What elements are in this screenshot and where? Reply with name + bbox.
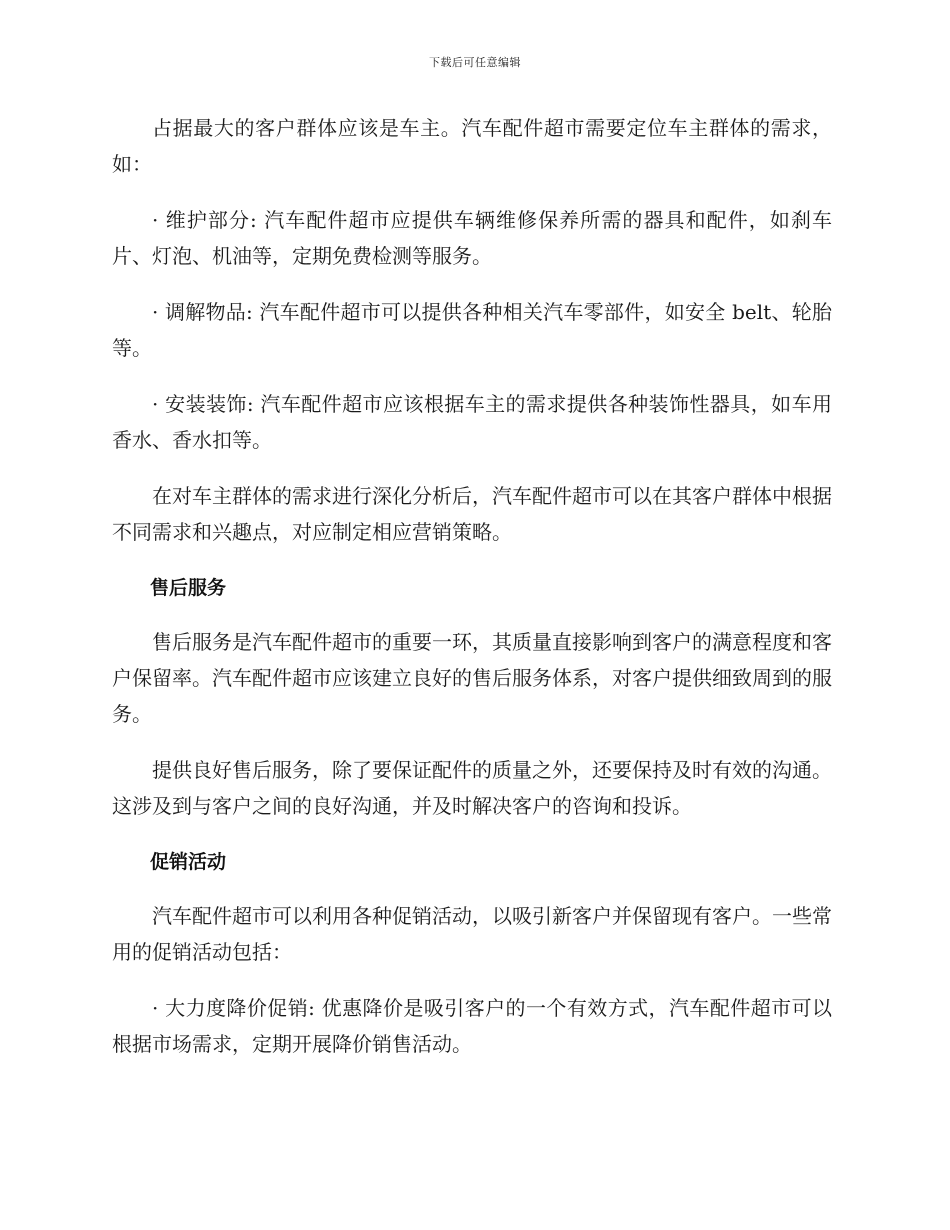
- bullet-decoration: · 安装装饰: 汽车配件超市应该根据车主的需求提供各种装饰性器具，如车用香水、香水扣等。: [112, 392, 832, 452]
- bullet-discount: · 大力度降价促销: 优惠降价是吸引客户的一个有效方式，汽车配件超市可以根据市场需求，定期开展降价销售活动。: [112, 996, 832, 1056]
- bullet-maintenance: · 维护部分: 汽车配件超市应提供车辆维修保养所需的器具和配件，如刹车片、灯泡、机油等，定期免费检测等服务。: [112, 208, 832, 268]
- paragraph-analysis: 在对车主群体的需求进行深化分析后，汽车配件超市可以在其客户群体中根据不同需求和兴趣点，对应制定相应营销策略。: [112, 484, 832, 544]
- paragraph-after-sales-2: 提供良好售后服务，除了要保证配件的质量之外，还要保持及时有效的沟通。这涉及到与客户之间的良好沟通，并及时解决客户的咨询和投诉。: [112, 758, 832, 818]
- paragraph-customer-groups: 占据最大的客户群体应该是车主。汽车配件超市需要定位车主群体的需求，如：: [112, 116, 832, 176]
- bullet-parts: · 调解物品: 汽车配件超市可以提供各种相关汽车零部件，如安全 belt、轮胎等。: [112, 300, 832, 360]
- paragraph-after-sales-1: 售后服务是汽车配件超市的重要一环，其质量直接影响到客户的满意程度和客户保留率。汽车配件超市应该建立良好的售后服务体系，对客户提供细致周到的服务。: [112, 630, 832, 726]
- section-heading-after-sales: 售后服务: [150, 577, 227, 599]
- paragraph-promotions-intro: 汽车配件超市可以利用各种促销活动，以吸引新客户并保留现有客户。一些常用的促销活动包括：: [112, 904, 832, 964]
- header-note: 下载后可任意编辑: [429, 56, 521, 69]
- section-heading-promotions: 促销活动: [150, 851, 227, 873]
- document-body: [112, 110, 832, 1082]
